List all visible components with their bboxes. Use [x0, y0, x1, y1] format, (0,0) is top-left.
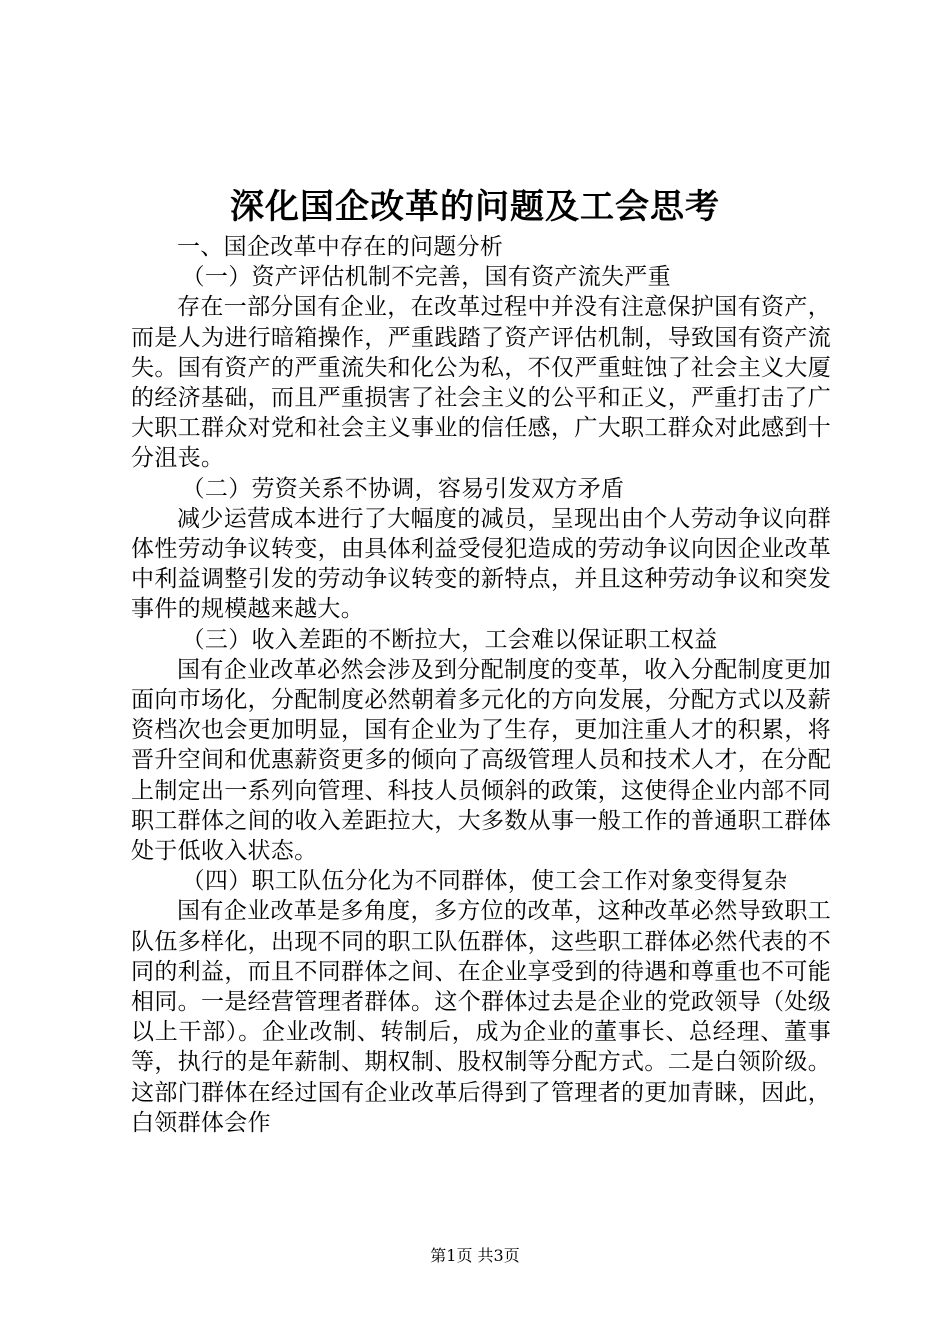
body-paragraph: 减少运营成本进行了大幅度的减员，呈现出由个人劳动争议向群体性劳动争议转变，由具体利益受侵犯造成的劳动争议向因企业改革中利益调整引发的劳动争议转变的新特点，并且这种劳动争议和突发事件的规模越来越大。 — [131, 505, 831, 623]
section-heading: 一、国企改革中存在的问题分析 — [177, 234, 504, 260]
subsection-heading: （三）收入差距的不断拉大，工会难以保证职工权益 — [181, 626, 718, 653]
body-paragraph: 国有企业改革必然会涉及到分配制度的变革，收入分配制度更加面向市场化，分配制度必然朝着多元化的方向发展，分配方式以及薪资档次也会更加明显，国有企业为了生存，更加注重人才的积累，将晋升空间和优惠薪资更多的倾向了高级管理人员和技术人才，在分配上制定出一系列向管理、科技人员倾斜的政策，这使得企业内部不同职工群体之间的收入差距拉大，大多数从事一般工作的普通职工群体处于低收入状态。 — [131, 656, 831, 865]
body-paragraph: 国有企业改革是多角度，多方位的改革，这种改革必然导致职工队伍多样化，出现不同的职工队伍群体，这些职工群体必然代表的不同的利益，而且不同群体之间、在企业享受到的待遇和尊重也不可能相同。一是经营管理者群体。这个群体过去是企业的党政领导（处级以上干部）。企业改制、转制后，成为企业的董事长、总经理、董事等，执行的是年薪制、期权制、股权制等分配方式。二是白领阶级。这部门群体在经过国有企业改革后得到了管理者的更加青睐，因此，白领群体会作 — [131, 898, 831, 1136]
subsection-heading: （一）资产评估机制不完善，国有资产流失严重 — [181, 264, 671, 291]
body-paragraph: 存在一部分国有企业，在改革过程中并没有注意保护国有资产，而是人为进行暗箱操作，严重践踏了资产评估机制，导致国有资产流失。国有资产的严重流失和化公为私，不仅严重蛀蚀了社会主义大厦的经济基础，而且严重损害了社会主义的公平和正义，严重打击了广大职工群众对党和社会主义事业的信任感，广大职工群众对此感到十分沮丧。 — [131, 294, 831, 472]
page-number-footer: 第1页 共3页 — [430, 1246, 520, 1265]
subsection-heading: （四）职工队伍分化为不同群体，使工会工作对象变得复杂 — [181, 868, 788, 895]
subsection-heading: （二）劳资关系不协调，容易引发双方矛盾 — [181, 475, 625, 502]
document-body — [131, 232, 831, 1138]
document-title: 深化国企改革的问题及工会思考 — [230, 187, 720, 227]
